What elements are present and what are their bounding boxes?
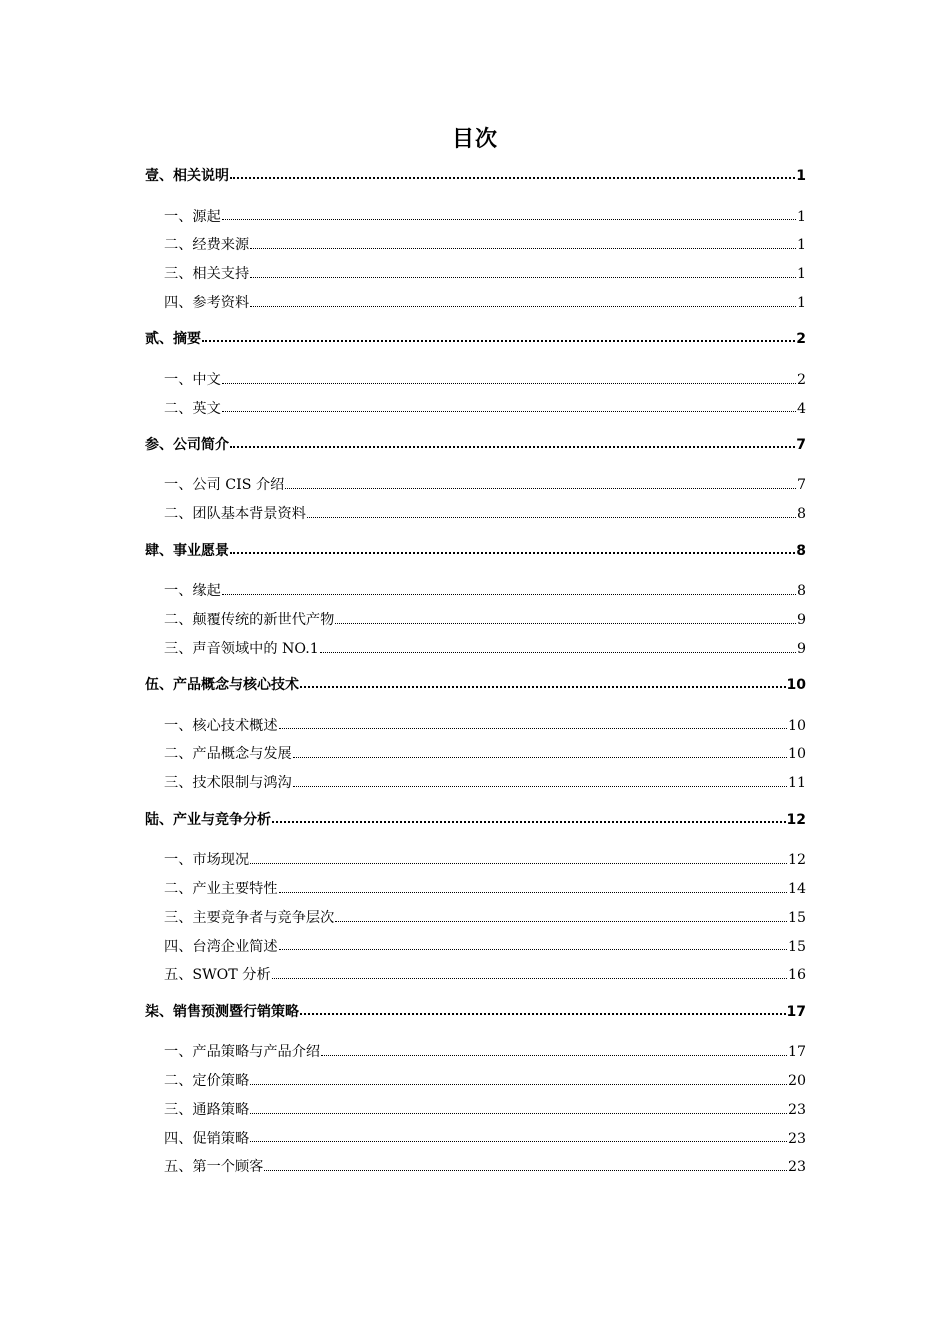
toc-leader-dots [222, 218, 796, 220]
toc-entry-label: 一、核心技术概述 [164, 717, 278, 734]
toc-section [145, 164, 806, 318]
toc-chapter-label: 贰、摘要 [145, 331, 201, 348]
toc-leader-dots [222, 382, 796, 384]
toc-entry-page: 7 [796, 477, 806, 494]
toc-entry[interactable] [145, 366, 806, 395]
toc-entry[interactable] [145, 875, 806, 904]
toc-leader-dots [222, 593, 796, 595]
toc-entry-label: 三、通路策略 [164, 1101, 250, 1118]
toc-entry-page: 1 [796, 237, 806, 254]
toc-leader-dots [293, 785, 787, 787]
toc-entry[interactable] [145, 471, 806, 500]
toc-entry[interactable] [145, 961, 806, 990]
toc-subentry-group [145, 577, 806, 663]
toc-entry-label: 一、产品策略与产品介绍 [164, 1044, 321, 1061]
toc-entry[interactable] [145, 577, 806, 606]
toc-subentry-group [145, 846, 806, 990]
toc-title: 目次 [451, 127, 498, 152]
toc-entry-label: 三、声音领域中的 NO.1 [164, 640, 319, 657]
toc-entry-page: 15 [787, 938, 806, 955]
toc-entry[interactable] [145, 1153, 806, 1182]
toc-entry[interactable] [145, 395, 806, 424]
toc-entry-label: 三、技术限制与鸿沟 [164, 775, 292, 792]
toc-section [145, 433, 806, 529]
toc-entry-page: 23 [787, 1130, 806, 1147]
toc-entry-page: 4 [796, 400, 806, 417]
toc-entry[interactable] [145, 231, 806, 260]
toc-entry-label: 五、SWOT 分析 [164, 967, 271, 984]
toc-section [145, 1000, 806, 1182]
toc-entry-label: 二、英文 [164, 400, 221, 417]
toc-entry-page: 1 [796, 266, 806, 283]
toc-leader-dots [320, 651, 796, 653]
toc-entry-label: 二、经费来源 [164, 237, 250, 254]
toc-leader-dots [272, 820, 786, 823]
toc-subentry-group [145, 712, 806, 798]
toc-leader-dots [335, 920, 787, 922]
toc-entry-label: 一、缘起 [164, 583, 221, 600]
toc-entry-label: 一、源起 [164, 208, 221, 225]
toc-chapter-entry[interactable] [145, 433, 806, 457]
toc-entry-label: 二、颠覆传统的新世代产物 [164, 611, 335, 628]
toc-chapter-page: 12 [786, 811, 806, 828]
toc-leader-dots [230, 176, 795, 179]
toc-leader-dots [250, 862, 787, 864]
toc-chapter-label: 参、公司简介 [145, 436, 229, 453]
toc-leader-dots [285, 487, 796, 489]
toc-entry-label: 五、第一个顾客 [164, 1159, 264, 1176]
toc-entry-page: 8 [796, 506, 806, 523]
toc-entry-label: 三、主要竞争者与竞争层次 [164, 909, 335, 926]
toc-entry-page: 1 [796, 208, 806, 225]
toc-chapter-page: 8 [796, 542, 806, 559]
toc-chapter-page: 7 [796, 436, 806, 453]
toc-subentry-group [145, 366, 806, 424]
toc-entry-page: 10 [787, 746, 806, 763]
toc-entry-label: 一、市场现况 [164, 852, 250, 869]
toc-leader-dots [202, 339, 795, 342]
toc-entry[interactable] [145, 769, 806, 798]
toc-entry-page: 9 [796, 640, 806, 657]
toc-entry-page: 1 [796, 294, 806, 311]
toc-entry[interactable] [145, 289, 806, 318]
toc-leader-dots [293, 756, 787, 758]
toc-leader-dots [279, 948, 787, 950]
toc-leader-dots [279, 891, 787, 893]
toc-leader-dots [222, 410, 796, 412]
toc-leader-dots [300, 685, 786, 688]
toc-chapter-entry[interactable] [145, 1000, 806, 1024]
toc-entry-page: 23 [787, 1101, 806, 1118]
toc-chapter-entry[interactable] [145, 327, 806, 351]
toc-leader-dots [335, 622, 796, 624]
toc-entry[interactable] [145, 904, 806, 933]
toc-chapter-page: 2 [796, 331, 806, 348]
toc-entry[interactable] [145, 606, 806, 635]
toc-entry-label: 四、促销策略 [164, 1130, 250, 1147]
toc-leader-dots [250, 1083, 787, 1085]
toc-leader-dots [250, 1140, 787, 1142]
toc-chapter-label: 伍、产品概念与核心技术 [145, 677, 299, 694]
toc-leader-dots [279, 727, 787, 729]
toc-entry-page: 9 [796, 611, 806, 628]
toc-entry-label: 一、中文 [164, 371, 221, 388]
toc-entry-label: 二、定价策略 [164, 1073, 250, 1089]
toc-leader-dots [250, 247, 796, 249]
toc-section [145, 673, 806, 798]
toc-entry[interactable] [145, 1125, 806, 1154]
toc-entry[interactable] [145, 635, 806, 664]
toc-leader-dots [321, 1054, 787, 1056]
toc-entry[interactable] [145, 712, 806, 741]
toc-entry-label: 四、参考资料 [164, 294, 250, 311]
toc-chapter-entry[interactable] [145, 673, 806, 697]
toc-entry-page: 2 [796, 371, 806, 388]
toc-chapter-page: 10 [786, 677, 806, 694]
toc-section [145, 539, 806, 664]
toc-entry[interactable] [145, 203, 806, 232]
toc-entry[interactable] [145, 500, 806, 529]
toc-subentry-group [145, 203, 806, 318]
toc-entry-page: 10 [787, 717, 806, 734]
toc-leader-dots [307, 516, 796, 518]
toc-leader-dots [250, 276, 796, 278]
toc-chapter-page: 17 [786, 1003, 806, 1020]
toc-entry-label: 一、公司 CIS 介绍 [164, 477, 285, 494]
toc-subentry-group [145, 471, 806, 529]
toc-entry[interactable] [145, 1067, 806, 1096]
toc-entry-label: 四、台湾企业简述 [164, 938, 278, 955]
toc-chapter-entry[interactable] [145, 808, 806, 832]
toc-leader-dots [272, 977, 787, 979]
toc-entry-label: 二、团队基本背景资料 [164, 506, 306, 523]
toc-entry-page: 23 [787, 1159, 806, 1176]
toc-leader-dots [250, 1112, 787, 1114]
toc-entry-label: 三、相关支持 [164, 266, 250, 283]
toc-chapter-page: 1 [796, 168, 806, 184]
toc-chapter-entry[interactable] [145, 539, 806, 563]
toc-leader-dots [264, 1169, 787, 1171]
toc-chapter-label: 壹、相关说明 [145, 168, 229, 184]
toc-leader-dots [300, 1012, 786, 1015]
toc-entry-page: 17 [787, 1044, 806, 1061]
toc-chapter-entry[interactable] [145, 164, 806, 188]
toc-entry-page: 20 [787, 1073, 806, 1089]
toc-chapter-label: 柒、销售预测暨行销策略 [145, 1003, 299, 1020]
toc-leader-dots [230, 551, 795, 554]
toc-leader-dots [230, 445, 795, 448]
toc-chapter-label: 肆、事业愿景 [145, 542, 229, 559]
toc-entry-page: 12 [787, 852, 806, 869]
toc-leader-dots [250, 305, 796, 307]
toc-entry-page: 11 [787, 775, 806, 792]
toc-entry[interactable] [145, 933, 806, 962]
toc-entry-page: 16 [787, 967, 806, 984]
toc-entry-page: 8 [796, 583, 806, 600]
toc-entry-label: 二、产品概念与发展 [164, 746, 292, 763]
toc-section [145, 327, 806, 423]
toc-entry-page: 14 [787, 880, 806, 897]
table-of-contents [145, 164, 806, 1192]
toc-entry[interactable] [145, 740, 806, 769]
toc-section [145, 808, 806, 990]
toc-subentry-group [145, 1038, 806, 1182]
toc-entry[interactable] [145, 846, 806, 875]
toc-entry[interactable] [145, 1096, 806, 1125]
toc-entry[interactable] [145, 260, 806, 289]
toc-entry-label: 二、产业主要特性 [164, 880, 278, 897]
toc-entry[interactable] [145, 1038, 806, 1067]
toc-chapter-label: 陆、产业与竞争分析 [145, 811, 271, 828]
toc-entry-page: 15 [787, 909, 806, 926]
